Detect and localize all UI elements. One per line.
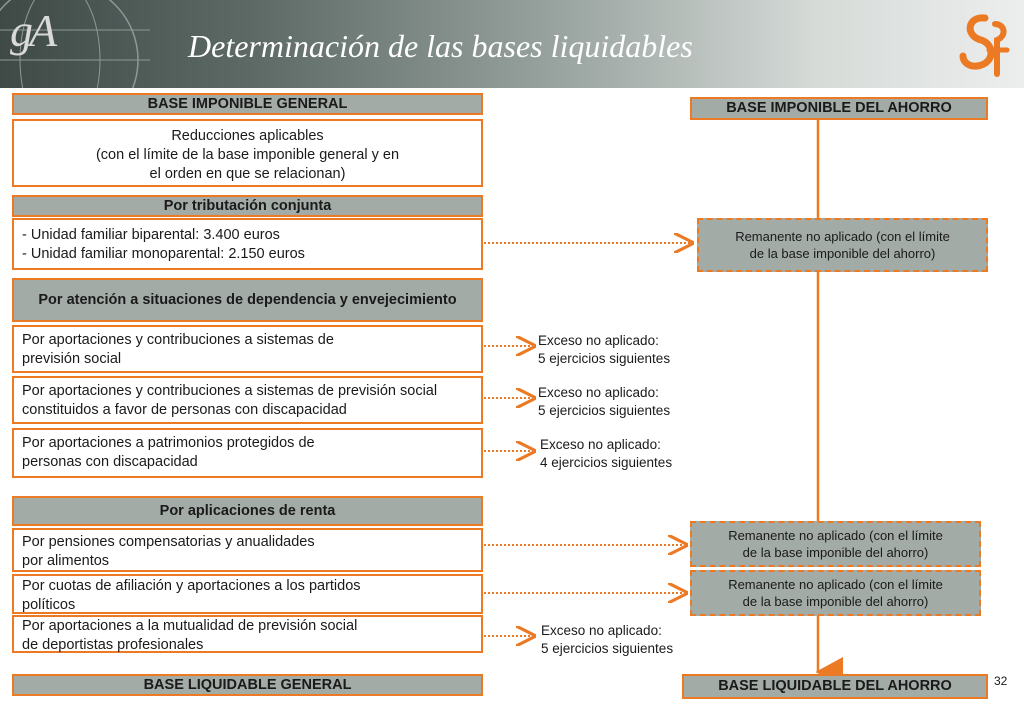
dependencia-item-2-line-1: Por aportaciones y contribuciones a sistemas de previsión social xyxy=(22,383,438,399)
dependencia-item-prevision xyxy=(12,325,483,373)
exceso-2 xyxy=(538,384,670,420)
exceso-1-line-2: 5 ejercicios siguientes xyxy=(538,351,671,366)
dependencia-item-2-line-2: constituidos a favor de personas con discapacidad xyxy=(22,402,347,418)
exceso-3-line-1: Exceso no aplicado: xyxy=(540,437,661,452)
renta-item-3-line-1: Por aportaciones a la mutualidad de previsión social xyxy=(22,618,358,634)
exceso-1 xyxy=(538,332,670,368)
exceso-1-line-1: Exceso no aplicado: xyxy=(538,333,659,348)
renta-item-1-line-1: Por pensiones compensatorias y anualidades xyxy=(22,534,315,550)
renta-item-1-line-2: por alimentos xyxy=(22,553,110,569)
dependencia-item-patrimonios xyxy=(12,428,483,478)
exceso-3-line-2: 4 ejercicios siguientes xyxy=(540,455,673,470)
dependencia-item-discapacidad xyxy=(12,376,483,424)
remanente-2-line-2: de la base imponible del ahorro) xyxy=(742,545,929,560)
renta-item-2-line-1: Por cuotas de afiliación y aportaciones a los partidos xyxy=(22,578,361,594)
base-liquidable-ahorro-box: BASE LIQUIDABLE DEL AHORRO xyxy=(682,674,988,699)
base-liquidable-general-box: BASE LIQUIDABLE GENERAL xyxy=(12,674,483,696)
renta-item-2-line-2: políticos xyxy=(22,597,76,613)
renta-item-pensiones xyxy=(12,528,483,572)
renta-item-mutualidad xyxy=(12,615,483,653)
dependencia-item-3-line-2: personas con discapacidad xyxy=(22,454,198,470)
page-number: 32 xyxy=(994,674,1008,688)
page-title: Determinación de las bases liquidables xyxy=(188,28,693,64)
exceso-4-line-1: Exceso no aplicado: xyxy=(541,623,662,638)
exceso-4 xyxy=(541,622,673,658)
exceso-3 xyxy=(540,436,672,472)
remanente-box-2 xyxy=(690,521,981,567)
exceso-2-line-2: 5 ejercicios siguientes xyxy=(538,403,671,418)
reducciones-line-3: el orden en que se relacionan) xyxy=(149,166,346,182)
base-imponible-general-box: BASE IMPONIBLE GENERAL xyxy=(12,93,483,115)
tributacion-conjunta-box xyxy=(12,218,483,270)
remanente-box-1 xyxy=(697,218,988,272)
remanente-1-line-1: Remanente no aplicado (con el límite xyxy=(735,229,950,244)
exceso-2-line-1: Exceso no aplicado: xyxy=(538,385,659,400)
dependencia-item-3-line-1: Por aportaciones a patrimonios protegidos de xyxy=(22,435,315,451)
remanente-2-line-1: Remanente no aplicado (con el límite xyxy=(728,528,943,543)
base-imponible-ahorro-box: BASE IMPONIBLE DEL AHORRO xyxy=(690,97,988,120)
reducciones-line-1: Reducciones aplicables xyxy=(171,128,324,144)
remanente-1-line-2: de la base imponible del ahorro) xyxy=(749,246,936,261)
conjunta-item-biparental: - Unidad familiar biparental: 3.400 euros xyxy=(22,227,280,243)
remanente-3-line-2: de la base imponible del ahorro) xyxy=(742,594,929,609)
exceso-4-line-2: 5 ejercicios siguientes xyxy=(541,641,674,656)
ga-logo-icon: gA xyxy=(10,5,54,56)
reducciones-box xyxy=(12,119,483,187)
conjunta-item-monoparental: - Unidad familiar monoparental: 2.150 euros xyxy=(22,246,305,262)
renta-item-cuotas xyxy=(12,574,483,614)
remanente-3-line-1: Remanente no aplicado (con el límite xyxy=(728,577,943,592)
aplicaciones-renta-title: Por aplicaciones de renta xyxy=(12,496,483,526)
dependencia-item-1-line-2: previsión social xyxy=(22,351,122,367)
renta-item-3-line-2: de deportistas profesionales xyxy=(22,637,204,653)
dependencia-item-1-line-1: Por aportaciones y contribuciones a sistemas de xyxy=(22,332,334,348)
remanente-box-3 xyxy=(690,570,981,616)
tributacion-conjunta-title: Por tributación conjunta xyxy=(12,195,483,217)
dependencia-title: Por atención a situaciones de dependencia y envejecimiento xyxy=(12,278,483,322)
reducciones-line-2: (con el límite de la base imponible general y en xyxy=(95,147,400,163)
